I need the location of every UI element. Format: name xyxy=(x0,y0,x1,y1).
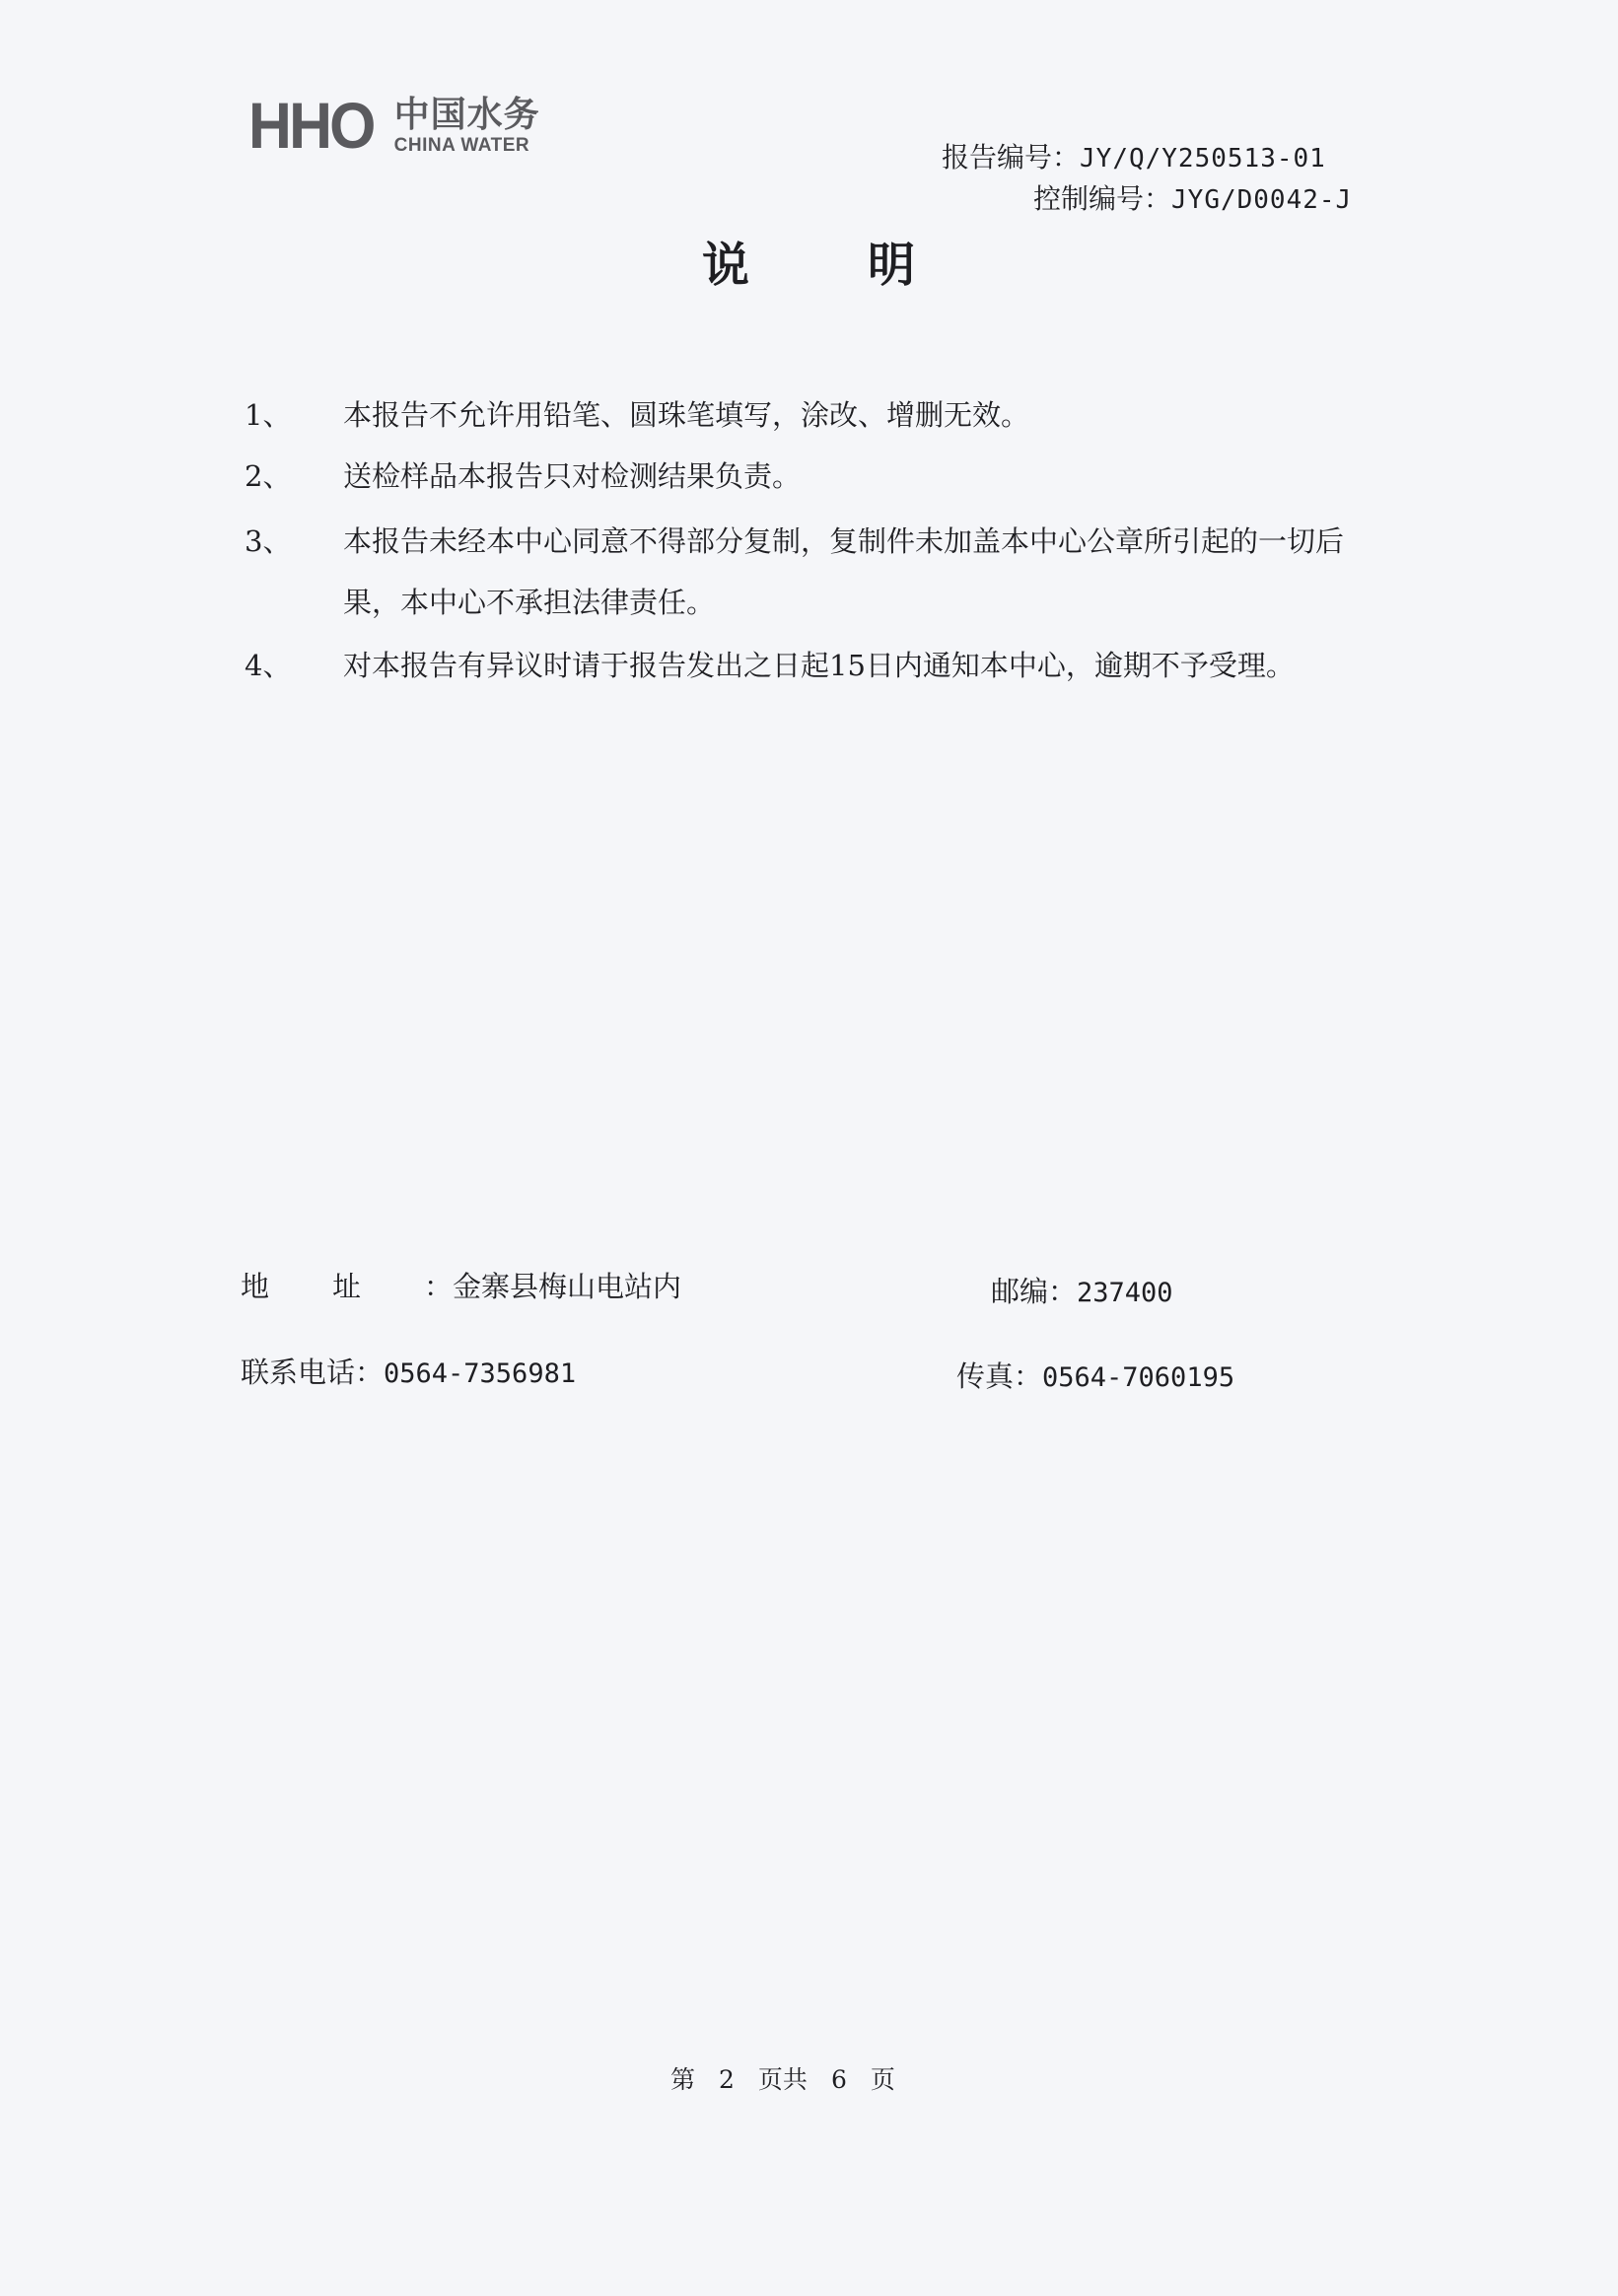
page-number xyxy=(659,2060,907,2096)
logo-name-cn: 中国水务 xyxy=(393,93,540,134)
fax xyxy=(956,1355,1234,1395)
note-item xyxy=(245,384,1388,446)
address xyxy=(241,1265,681,1305)
note-number: 1、 xyxy=(245,398,292,432)
china-water-logo xyxy=(248,91,540,160)
logo-text xyxy=(393,93,540,156)
note-text: 对本报告有异议时请于报告发出之日起15日内通知本中心，逾期不予受理。 xyxy=(343,649,1295,682)
fax-value: 0564-7060195 xyxy=(1042,1362,1235,1393)
report-number xyxy=(942,136,1326,175)
page-number-prefix: 第 xyxy=(670,2065,696,2094)
note-number: 3、 xyxy=(245,524,292,558)
postcode xyxy=(991,1270,1173,1310)
current-page: 2 xyxy=(719,2065,735,2094)
note-item xyxy=(245,635,1388,696)
control-number-value: JYG/D0042-J xyxy=(1171,185,1353,215)
note-number: 2、 xyxy=(245,459,292,493)
note-item xyxy=(245,511,1388,633)
control-number-label: 控制编号： xyxy=(1033,182,1172,215)
address-value: 金寨县梅山电站内 xyxy=(453,1270,682,1303)
note-text: 送检样品本报告只对检测结果负责。 xyxy=(343,459,802,493)
note-text: 本报告未经本中心同意不得部分复制，复制件未加盖本中心公章所引起的一切后果，本中心不承担法律责任。 xyxy=(343,524,1345,619)
control-number xyxy=(1033,177,1352,217)
note-item xyxy=(245,446,1388,507)
phone-value: 0564-7356981 xyxy=(384,1358,577,1389)
total-pages: 6 xyxy=(830,2065,847,2094)
postcode-label: 邮编： xyxy=(991,1275,1078,1308)
note-number: 4、 xyxy=(245,649,292,682)
phone-label: 联系电话： xyxy=(241,1356,385,1389)
note-text: 本报告不允许用铅笔、圆珠笔填写，涂改、增删无效。 xyxy=(343,398,1030,432)
page-number-middle: 页共 xyxy=(757,2065,808,2094)
report-number-label: 报告编号： xyxy=(942,141,1081,174)
address-label: 地址： xyxy=(241,1270,517,1303)
logo-name-en: CHINA WATER xyxy=(393,134,530,156)
report-number-value: JY/Q/Y250513-01 xyxy=(1080,144,1326,174)
postcode-value: 237400 xyxy=(1077,1278,1173,1308)
page-title: 说明 xyxy=(702,238,1034,293)
fax-label: 传真： xyxy=(956,1359,1043,1393)
phone xyxy=(241,1351,576,1391)
page-number-suffix: 页 xyxy=(870,2065,895,2094)
logo-mark: HHO xyxy=(248,89,374,162)
